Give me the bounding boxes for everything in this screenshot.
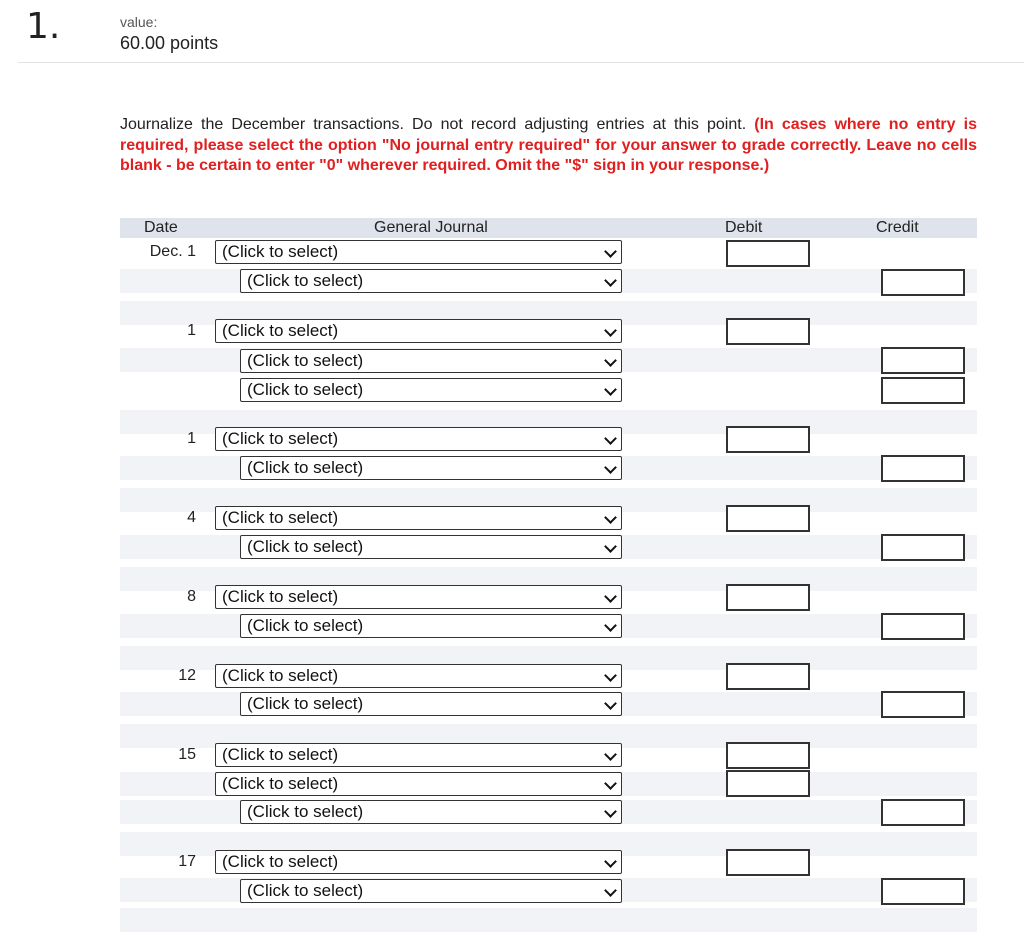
select-label: (Click to select) — [247, 616, 364, 635]
row-band — [120, 908, 977, 932]
select-label: (Click to select) — [222, 429, 339, 448]
select-label: (Click to select) — [222, 745, 339, 764]
chevron-down-icon — [604, 669, 617, 682]
account-select-credit[interactable] — [240, 614, 622, 638]
debit-input[interactable] — [726, 318, 810, 345]
entry-date: 4 — [187, 509, 196, 526]
account-select-credit[interactable] — [240, 800, 622, 824]
chevron-down-icon — [604, 855, 617, 868]
select-label: (Click to select) — [247, 537, 364, 556]
chevron-down-icon — [604, 511, 617, 524]
chevron-down-icon — [604, 324, 617, 337]
question-number: 1. — [26, 6, 61, 47]
instructions-note: (In cases where no entry is required, please select the option "No journal entry required" for your answer to grade correctly. Leave no cells blank - be certain to enter "0" wherever required. Omit the "$" sign in your response.) — [120, 116, 977, 174]
debit-input[interactable] — [726, 742, 810, 769]
chevron-down-icon — [604, 432, 617, 445]
credit-input[interactable] — [881, 799, 965, 826]
select-label: (Click to select) — [222, 321, 339, 340]
chevron-down-icon — [604, 748, 617, 761]
divider — [18, 62, 1024, 63]
select-label: (Click to select) — [247, 694, 364, 713]
select-label: (Click to select) — [222, 508, 339, 527]
credit-input[interactable] — [881, 377, 965, 404]
chevron-down-icon — [604, 461, 617, 474]
entry-date: 17 — [178, 853, 196, 870]
instructions-text: Journalize the December transactions. Do not record adjusting entries at this point. — [120, 116, 747, 133]
credit-input[interactable] — [881, 878, 965, 905]
select-label: (Click to select) — [247, 458, 364, 477]
credit-input[interactable] — [881, 347, 965, 374]
account-select-debit[interactable] — [215, 506, 622, 530]
select-label: (Click to select) — [222, 587, 339, 606]
entry-date: Dec. 1 — [149, 243, 196, 260]
account-select-credit[interactable] — [240, 456, 622, 480]
value-label: value: — [120, 14, 158, 30]
entry-date: 1 — [187, 430, 196, 447]
select-label: (Click to select) — [222, 774, 339, 793]
account-select-debit[interactable] — [215, 240, 622, 264]
chevron-down-icon — [604, 245, 617, 258]
instructions — [120, 115, 977, 177]
select-label: (Click to select) — [222, 852, 339, 871]
account-select-debit[interactable] — [215, 427, 622, 451]
account-select-debit[interactable] — [215, 585, 622, 609]
header-date: Date — [144, 219, 178, 236]
account-select-credit[interactable] — [240, 349, 622, 373]
entry-date: 12 — [178, 667, 196, 684]
select-label: (Click to select) — [247, 802, 364, 821]
entry-date: 8 — [187, 588, 196, 605]
account-select-debit[interactable] — [215, 743, 622, 767]
chevron-down-icon — [604, 619, 617, 632]
debit-input[interactable] — [726, 426, 810, 453]
chevron-down-icon — [604, 805, 617, 818]
chevron-down-icon — [604, 590, 617, 603]
account-select-credit[interactable] — [240, 378, 622, 402]
chevron-down-icon — [604, 697, 617, 710]
chevron-down-icon — [604, 274, 617, 287]
debit-input[interactable] — [726, 505, 810, 532]
select-label: (Click to select) — [247, 881, 364, 900]
credit-input[interactable] — [881, 691, 965, 718]
account-select-debit[interactable] — [215, 319, 622, 343]
account-select-debit[interactable] — [215, 850, 622, 874]
select-label: (Click to select) — [247, 380, 364, 399]
debit-input[interactable] — [726, 240, 810, 267]
credit-input[interactable] — [881, 613, 965, 640]
select-label: (Click to select) — [222, 242, 339, 261]
entry-date: 15 — [178, 746, 196, 763]
account-select-credit[interactable] — [240, 692, 622, 716]
debit-input[interactable] — [726, 849, 810, 876]
account-select-debit[interactable] — [215, 772, 622, 796]
credit-input[interactable] — [881, 455, 965, 482]
chevron-down-icon — [604, 884, 617, 897]
select-label: (Click to select) — [247, 351, 364, 370]
account-select-credit[interactable] — [240, 879, 622, 903]
chevron-down-icon — [604, 383, 617, 396]
select-label: (Click to select) — [222, 666, 339, 685]
credit-input[interactable] — [881, 534, 965, 561]
credit-input[interactable] — [881, 269, 965, 296]
value-points: 60.00 points — [120, 33, 219, 53]
chevron-down-icon — [604, 540, 617, 553]
account-select-credit[interactable] — [240, 535, 622, 559]
entry-date: 1 — [187, 322, 196, 339]
debit-input[interactable] — [726, 663, 810, 690]
account-select-debit[interactable] — [215, 664, 622, 688]
chevron-down-icon — [604, 354, 617, 367]
debit-input[interactable] — [726, 584, 810, 611]
account-select-credit[interactable] — [240, 269, 622, 293]
select-label: (Click to select) — [247, 271, 364, 290]
header-credit: Credit — [876, 219, 919, 236]
chevron-down-icon — [604, 777, 617, 790]
header-debit: Debit — [725, 219, 763, 236]
journal-header-row — [120, 218, 977, 238]
debit-input[interactable] — [726, 770, 810, 797]
header-general-journal: General Journal — [374, 219, 488, 236]
